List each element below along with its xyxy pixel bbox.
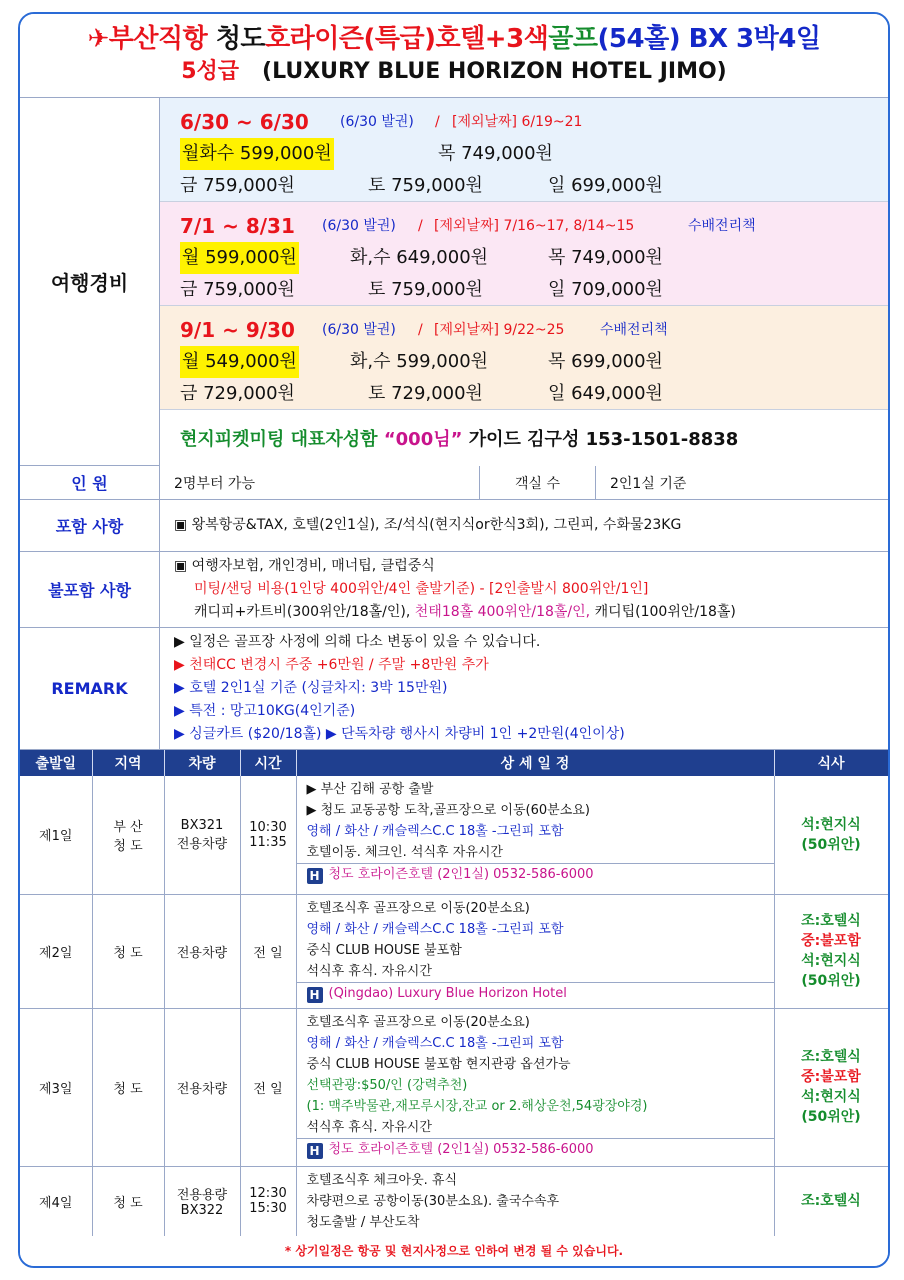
schedule-detail [296, 894, 774, 1008]
people-label: 인 원 [20, 466, 160, 499]
detail-line: 석식후 휴식. 자유시간 [306, 963, 432, 979]
title-line-1: ✈부산직항 청도호라이즌(특급)호텔+3색골프(54홀) BX 3박4일 [87, 24, 821, 54]
meal-item: 석:현지식 [801, 816, 861, 833]
table-row: 제1일 부 산 청 도 BX321 전용차량 10:30 11:35 ▶ 부산 김해 공항 출발 ▶ 청도 교동공항 도착,골프장으로 이동(60분소요) 영해 / 화산 / 캐슬렉스C.C 18홀 -그린피 포함 호텔이동. 체크인. 석식후 자유시간 H 청도 호라이즌호텔 (2인1실) 0532-586-6000 석:현지식 (50위안) [20, 776, 888, 894]
schedule-detail [296, 776, 774, 894]
people-value: 2명부터 가능 [160, 466, 480, 499]
meal-item: (50위안) [801, 1109, 861, 1125]
detail-line: 호텔이동. 체크인. 석식후 자유시간 [306, 845, 503, 860]
itinerary-sheet [18, 12, 890, 1268]
schedule-table [20, 750, 889, 1237]
include-text: ▣ 왕복항공&TAX, 호텔(2인1실), 조/석식(현지식or한식3회), 그린피, 수화물23KG [174, 517, 682, 533]
meal-item: 중:불포함 [801, 1069, 861, 1085]
hotel-line: H (Qingdao) Luxury Blue Horizon Hotel [297, 982, 774, 1005]
include-label: 포함 사항 [20, 500, 160, 551]
detail-line: 호텔조식후 골프장으로 이동(20분소요) [306, 900, 530, 916]
schedule-header: 출발일 지역 차량 시간 상 세 일 정 식사 [20, 750, 888, 776]
schedule-detail [296, 1008, 774, 1166]
exclude-label: 불포함 사항 [20, 552, 160, 627]
meal-cell [774, 894, 888, 1008]
room-label: 객실 수 [480, 466, 596, 499]
title-block [20, 14, 888, 98]
detail-line: 호텔조식후 골프장으로 이동(20분소요) [306, 1014, 530, 1030]
meal-cell [774, 1008, 888, 1166]
table-row: 제2일 청 도 전용차량 전 일 호텔조식후 골프장으로 이동(20분소요) 영해 / 화산 / 캐슬렉스C.C 18홀 -그린피 포함 중식 CLUB HOUSE 불포함 석식후 휴식. 자유시간 H (Qingdao) Luxury Blue Horizon Hotel 조:호텔식 중:불포함 석:현지식 (50위안) [20, 894, 888, 1008]
hotel-line: H 청도 호라이즌호텔 (2인1실) 0532-586-6000 [297, 1138, 774, 1161]
meal-cell [774, 1166, 888, 1236]
meal-item: 석:현지식 [801, 953, 861, 969]
detail-line: 차량편으로 공항이동(30분소요). 출국수속후 [306, 1193, 560, 1209]
detail-line: 호텔조식후 체크아웃. 휴식 [306, 1172, 458, 1188]
detail-line: ▶ 청도 교동공항 도착,골프장으로 이동(60분소요) [306, 803, 590, 818]
table-row: 제3일 청 도 전용차량 전 일 호텔조식후 골프장으로 이동(20분소요) 영해 / 화산 / 캐슬렉스C.C 18홀 -그린피 포함 중식 CLUB HOUSE 불포함 현지관광 옵션가능 선택관광:$50/인 (강력추천) (1: 맥주박물관,재모루시장,잔교 or 2.해상운천,54광장야경) 석식후 휴식. 자유시간 H 청도 호라이즌호텔 (2인1실) 0532-586-6000 조:호텔식 중:불포함 석:현지식 (50위안) [20, 1008, 888, 1166]
footer-notice: * 상기일정은 항공 및 현지사정으로 인하여 변경 될 수 있습니다. [20, 1236, 888, 1266]
meal-cell [774, 776, 888, 894]
detail-line: 영해 / 화산 / 캐슬렉스C.C 18홀 -그린피 포함 [306, 824, 564, 839]
room-value: 2인1실 기준 [610, 475, 687, 492]
detail-line: 중식 CLUB HOUSE 불포함 현지관광 옵션가능 [306, 1056, 571, 1072]
meal-item: 중:불포함 [801, 933, 861, 949]
title-line-2: 5성급 (LUXURY BLUE HORIZON HOTEL JIMO) [181, 59, 727, 84]
hotel-icon: H [307, 868, 323, 884]
meal-item: 조:호텔식 [801, 913, 861, 929]
meal-item: (50위안) [801, 836, 861, 853]
meal-item: 석:현지식 [801, 1089, 861, 1105]
meal-item: 조:호텔식 [801, 1049, 861, 1065]
detail-line: 청도출발 / 부산도착 [306, 1214, 420, 1230]
period-1: 6/30 ~ 6/30 (6/30 발권) / [제외날짜] 6/19~21 월화수 599,000원 목 749,000원 금 759,000원 토 759,000원 일 699,000원 [160, 98, 888, 202]
table-row: 제4일 청 도 전용용량 BX322 12:30 15:30 호텔조식후 체크아웃. 휴식 차량편으로 공항이동(30분소요). 출국수속후 청도출발 / 부산도착 조:호텔식 [20, 1166, 888, 1236]
people-row [20, 466, 888, 500]
meal-item: 조:호텔식 [801, 1193, 861, 1209]
meeting-info: 현지피켓미팅 대표자성함 “000님” 가이드 김구성 153-1501-8838 [160, 410, 888, 466]
title-origin: ✈부산직항 [87, 24, 208, 54]
period-2: 7/1 ~ 8/31 (6/30 발권) / [제외날짜] 7/16~17, 8/14~15 수배전리책 월 599,000원 화,수 649,000원 목 749,000원 금 759,000원 토 759,000원 일 709,000원 [160, 202, 888, 306]
schedule-detail [296, 1166, 774, 1236]
detail-line: 선택관광:$50/인 (강력추천) [306, 1077, 468, 1093]
travel-cost-section [20, 98, 888, 466]
hotel-icon: H [307, 987, 323, 1003]
hotel-line: H 청도 호라이즌호텔 (2인1실) 0532-586-6000 [297, 863, 774, 886]
detail-line: ▶ 부산 김해 공항 출발 [306, 782, 434, 797]
include-row [20, 500, 888, 552]
detail-line: 영해 / 화산 / 캐슬렉스C.C 18홀 -그린피 포함 [306, 1035, 564, 1051]
remark-row: REMARK ▶ 일정은 골프장 사정에 의해 다소 변동이 있을 수 있습니다. ▶ 천태CC 변경시 주중 +6만원 / 주말 +8만원 추가 ▶ 호텔 2인1실 기준 (싱글차지: 3박 15만원) ▶ 특전 : 망고10KG(4인기준) ▶ 싱글카트 ($20/18홀) ▶ 단독차량 행사시 차량비 1인 +2만원(4인이상) [20, 628, 888, 750]
detail-line: 영해 / 화산 / 캐슬렉스C.C 18홀 -그린피 포함 [306, 921, 564, 937]
travel-cost-label: 여행경비 [20, 98, 160, 465]
exclude-row: 불포함 사항 ▣ 여행자보험, 개인경비, 매너팁, 클럽중식 미팅/샌딩 비용(1인당 400위안/4인 출발기준) - [2인출발시 800위안/1인] 캐디피+카트비(300위안/18홀/인), 천태18홀 400위안/18홀/인, 캐디팁(100위안/18홀) [20, 552, 888, 628]
meal-item: (50위안) [801, 973, 861, 989]
detail-line: (1: 맥주박물관,재모루시장,잔교 or 2.해상운천,54광장야경) [306, 1098, 648, 1114]
detail-line: 중식 CLUB HOUSE 불포함 [306, 942, 462, 958]
hotel-icon: H [307, 1143, 323, 1159]
remark-label: REMARK [20, 628, 160, 749]
period-3: 9/1 ~ 9/30 (6/30 발권) / [제외날짜] 9/22~25 수배전리책 월 549,000원 화,수 599,000원 목 699,000원 금 729,000원 토 729,000원 일 649,000원 [160, 306, 888, 410]
detail-line: 석식후 휴식. 자유시간 [306, 1119, 432, 1135]
